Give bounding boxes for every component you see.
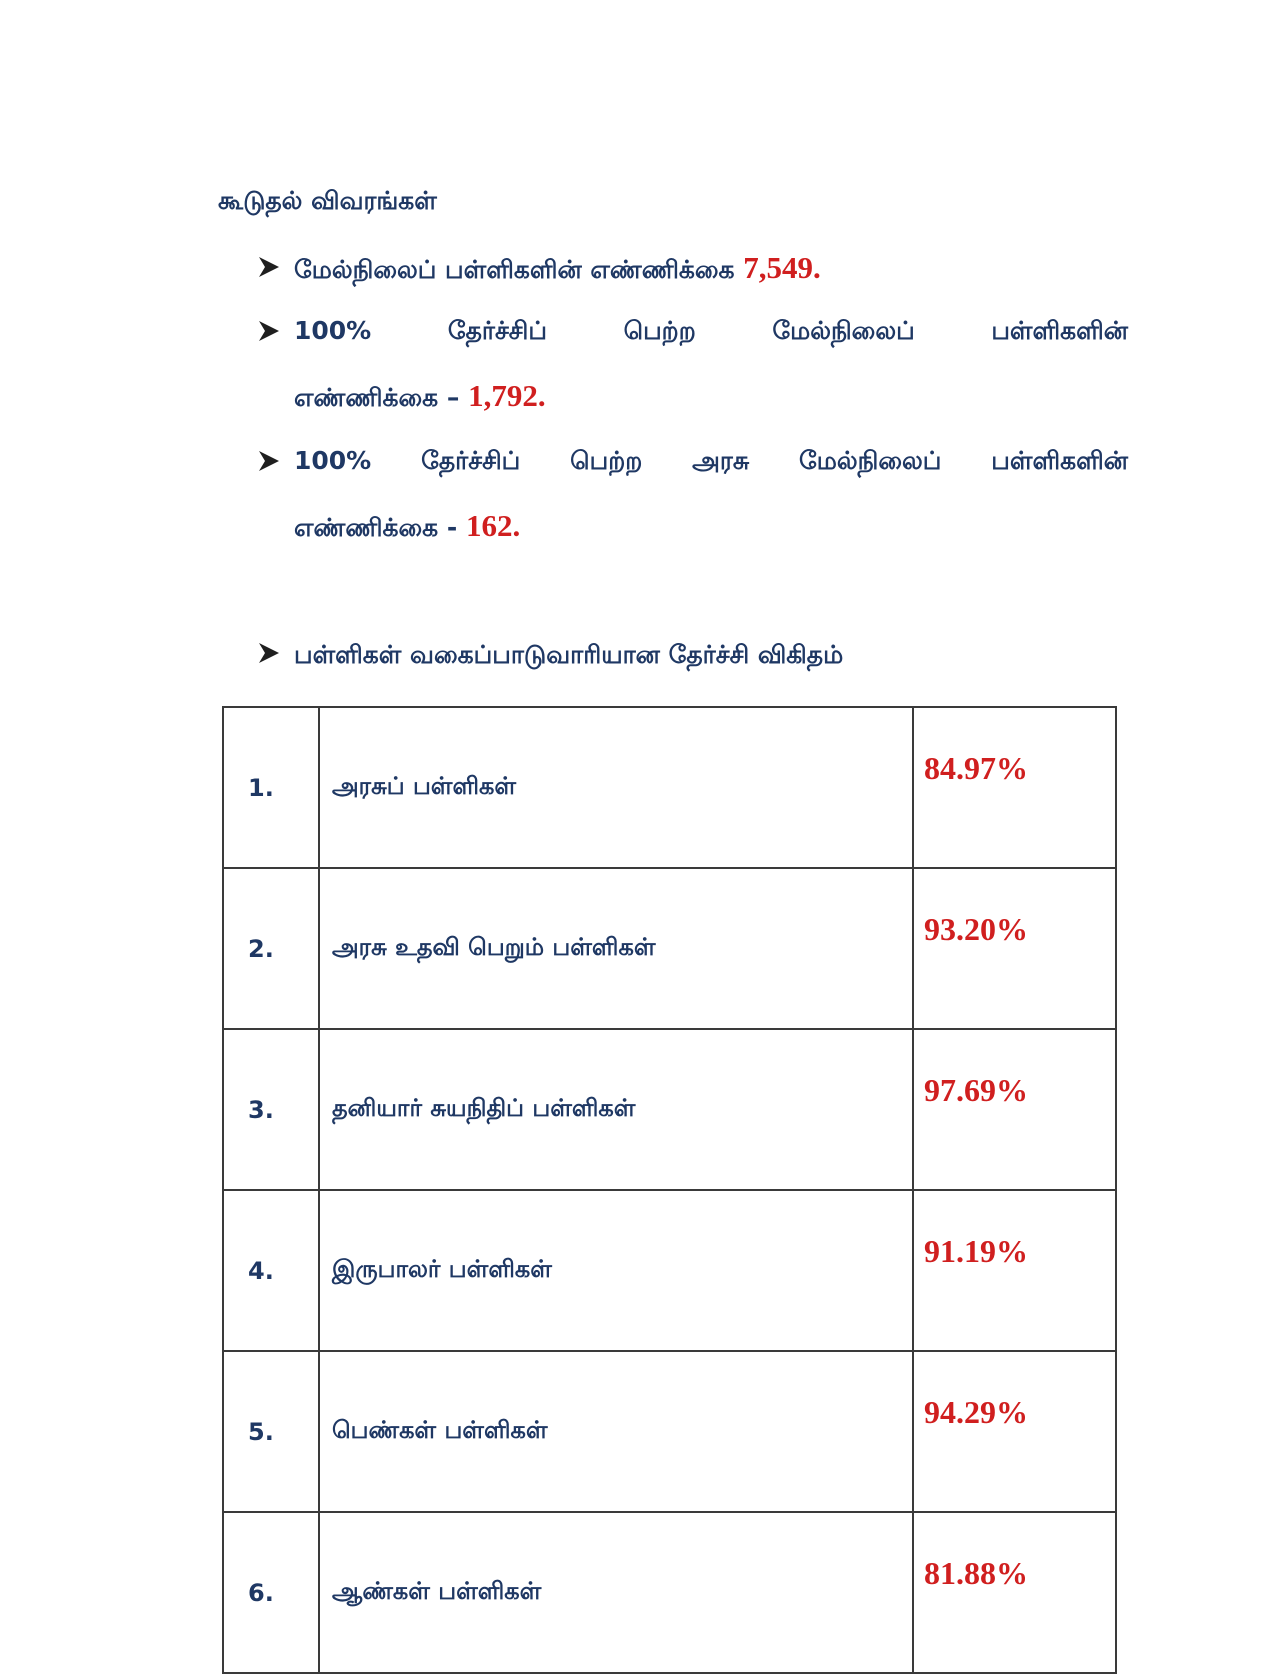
arrowhead-bullet-icon — [258, 320, 280, 342]
arrowhead-bullet-icon — [258, 256, 280, 278]
arrowhead-bullet-icon — [258, 642, 280, 664]
school-type-label: ஆண்கள் பள்ளிகள் — [319, 1512, 913, 1673]
pass-rate-value: 81.88% — [913, 1512, 1116, 1673]
bullet-word: பெற்ற — [623, 316, 696, 345]
arrowhead-bullet-icon — [258, 450, 280, 472]
bullet-word: பெற்ற — [570, 446, 643, 475]
bullet-word: மேல்நிலைப் — [772, 316, 915, 345]
bullet-text: மேல்நிலைப் பள்ளிகளின் எண்ணிக்கை — [294, 255, 735, 284]
bullet-line — [294, 508, 520, 546]
bullet-line — [294, 378, 546, 416]
pass-rate-table — [222, 706, 1117, 1674]
row-number: 5. — [223, 1351, 319, 1512]
table-row — [223, 1190, 1116, 1351]
bullet-line — [294, 446, 1128, 479]
row-number: 3. — [223, 1029, 319, 1190]
full-pass-govt-count-value: 162. — [465, 508, 521, 543]
school-count-value: 7,549. — [743, 250, 821, 285]
school-type-label: பெண்கள் பள்ளிகள் — [319, 1351, 913, 1512]
bullet-word: 100% — [294, 316, 372, 345]
school-type-label: அரசுப் பள்ளிகள் — [319, 707, 913, 868]
bullet-text: எண்ணிக்கை - — [294, 513, 458, 542]
bullet-word: பள்ளிகளின் — [991, 446, 1128, 475]
section-heading: கூடுதல் விவரங்கள் — [218, 186, 437, 215]
pass-rate-value: 97.69% — [913, 1029, 1116, 1190]
table-row — [223, 1029, 1116, 1190]
bullet-word: தேர்ச்சிப் — [447, 316, 547, 345]
school-type-label: தனியார் சுயநிதிப் பள்ளிகள் — [319, 1029, 913, 1190]
table-row — [223, 1512, 1116, 1673]
bullet-text: எண்ணிக்கை – — [294, 383, 460, 412]
bullet-text: பள்ளிகள் வகைப்பாடுவாரியான தேர்ச்சி விகிதம் — [294, 640, 844, 669]
pass-rate-value: 94.29% — [913, 1351, 1116, 1512]
bullet-word: 100% — [294, 446, 372, 475]
bullet-line — [294, 316, 1128, 349]
table-row — [223, 1351, 1116, 1512]
school-type-label: இருபாலர் பள்ளிகள் — [319, 1190, 913, 1351]
row-number: 6. — [223, 1512, 319, 1673]
table-row — [223, 868, 1116, 1029]
bullet-word: அரசு — [692, 446, 750, 475]
pass-rate-value: 84.97% — [913, 707, 1116, 868]
bullet-word: மேல்நிலைப் — [799, 446, 942, 475]
bullet-word: தேர்ச்சிப் — [421, 446, 521, 475]
pass-rate-value: 93.20% — [913, 868, 1116, 1029]
row-number: 4. — [223, 1190, 319, 1351]
row-number: 1. — [223, 707, 319, 868]
bullet-word: பள்ளிகளின் — [991, 316, 1128, 345]
table-row — [223, 707, 1116, 868]
full-pass-count-value: 1,792. — [468, 378, 546, 413]
pass-rate-value: 91.19% — [913, 1190, 1116, 1351]
school-type-label: அரசு உதவி பெறும் பள்ளிகள் — [319, 868, 913, 1029]
row-number: 2. — [223, 868, 319, 1029]
